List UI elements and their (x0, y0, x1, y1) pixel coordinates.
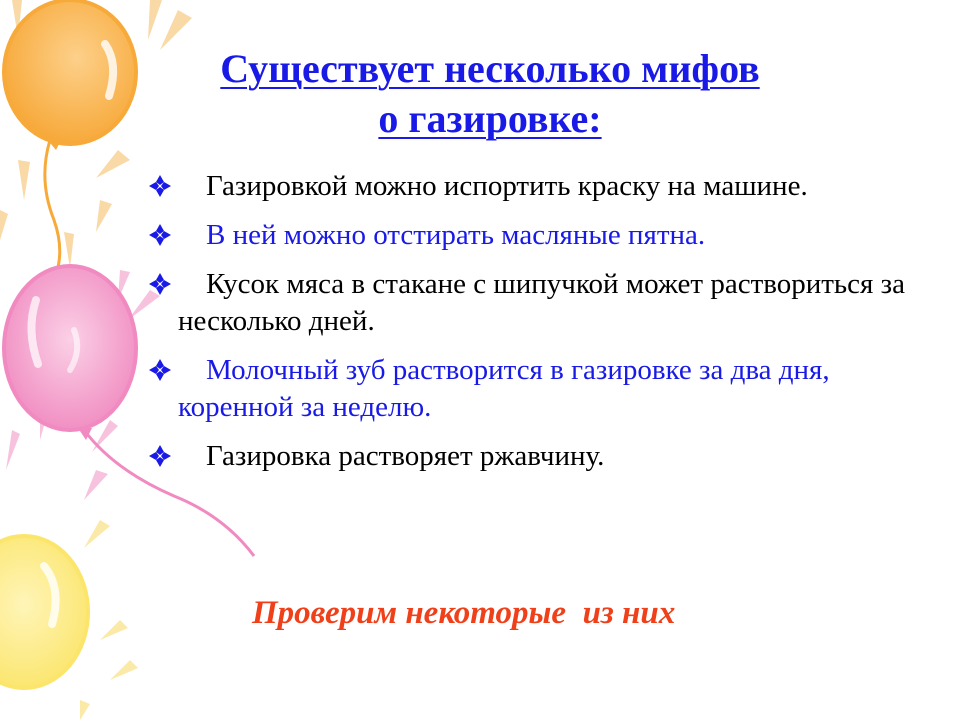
list-item (148, 266, 908, 340)
diamond-bullet-icon (148, 223, 172, 247)
list-item (148, 438, 908, 475)
diamond-bullet-icon (148, 444, 172, 468)
list-item-text: Молочный зуб растворится в газировке за два дня, коренной за неделю. (178, 354, 830, 423)
list-item (148, 217, 908, 254)
slide-title-line-1: Существует несколько мифов (220, 46, 760, 91)
list-item (148, 168, 908, 205)
diamond-bullet-icon (148, 358, 172, 382)
list-item (148, 352, 908, 426)
diamond-bullet-icon (148, 174, 172, 198)
diamond-bullet-icon (148, 272, 172, 296)
list-item-text: Газировкой можно испортить краску на машине. (206, 170, 808, 202)
myth-list (148, 168, 908, 487)
yellow-balloon-icon (0, 536, 88, 688)
list-item-text: Газировка растворяет ржавчину. (206, 440, 605, 472)
footer-callout: Проверим некоторые из них (252, 595, 676, 631)
slide-title-line-2: о газировке: (378, 96, 602, 141)
list-item-text: Кусок мяса в стакане с шипучкой может раствориться за несколько дней. (178, 268, 905, 337)
slide-title (0, 44, 960, 144)
list-item-text: В ней можно отстирать масляные пятна. (206, 219, 706, 251)
